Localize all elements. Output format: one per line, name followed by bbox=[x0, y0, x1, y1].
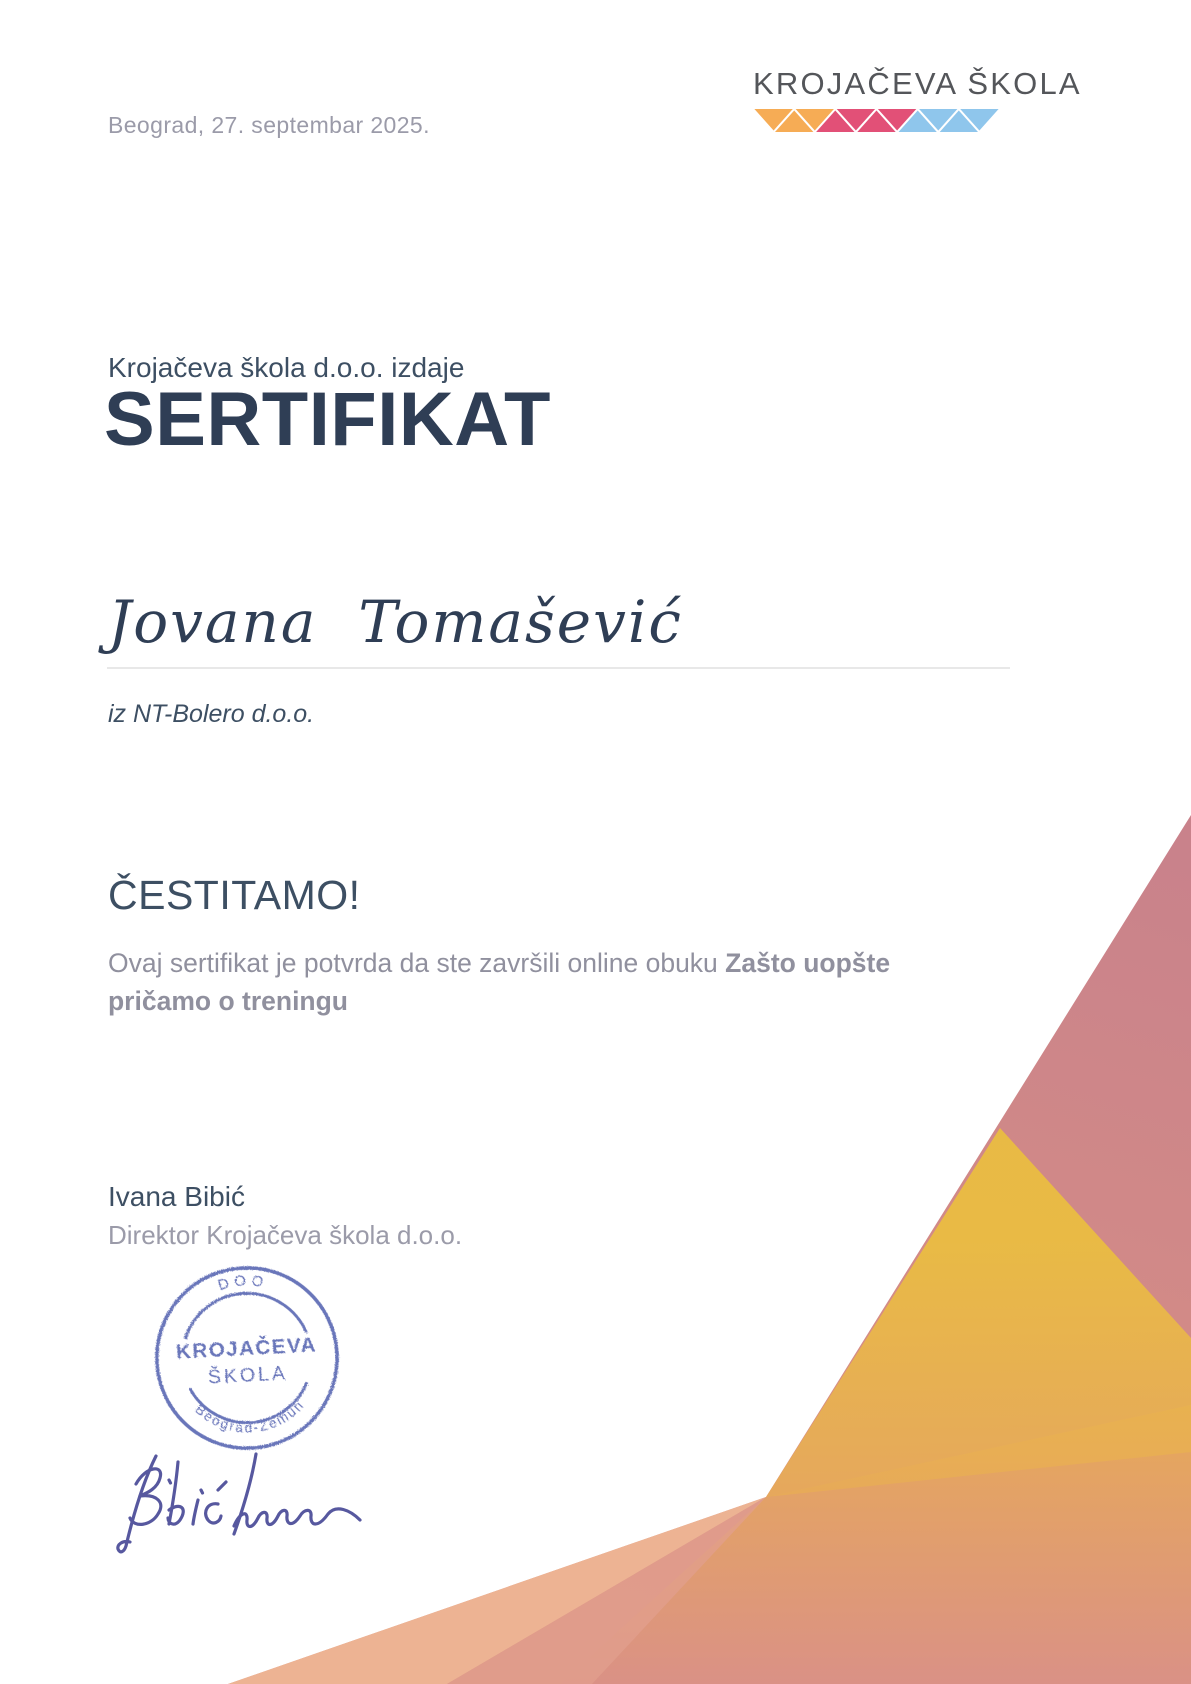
logo-triangles-group bbox=[754, 109, 998, 132]
stamp-bottom-text: Beograd-Zemun bbox=[192, 1396, 308, 1436]
recipient-origin: iz NT-Bolero d.o.o. bbox=[108, 700, 315, 728]
company-stamp bbox=[144, 1255, 350, 1461]
recipient-name: Jovana Tomašević bbox=[108, 588, 683, 656]
signatory-name: Ivana Bibić bbox=[108, 1181, 245, 1212]
date-location-line: Beograd, 27. septembar 2025. bbox=[108, 112, 430, 138]
body-text-regular: Ovaj sertifikat je potvrda da ste završili online obuku bbox=[108, 948, 726, 978]
signatory-role: Direktor Krojačeva škola d.o.o. bbox=[108, 1220, 463, 1250]
certificate-title: SERTIFIKAT bbox=[104, 377, 551, 462]
name-underline bbox=[107, 667, 1010, 669]
certificate-body-text bbox=[108, 944, 1008, 1020]
signature-strokes bbox=[118, 1454, 360, 1552]
congrats-heading: ČESTITAMO! bbox=[108, 872, 361, 918]
issuer-line: Krojačeva škola d.o.o. izdaje bbox=[108, 352, 465, 383]
stamp-texts bbox=[172, 1270, 321, 1439]
stamp-upper-arc bbox=[183, 1290, 307, 1339]
stamp-center-line1: KROJAČEVA bbox=[175, 1333, 318, 1364]
stamp-top-text: DOO bbox=[216, 1273, 270, 1295]
course-title-part1: Zašto uopšte bbox=[725, 948, 891, 978]
course-title-part2: pričamo o treningu bbox=[108, 986, 348, 1016]
handwritten-signature bbox=[106, 1450, 366, 1565]
school-logo-wordmark: KROJAČEVA ŠKOLA bbox=[753, 66, 1082, 101]
stamp-center-line2: ŠKOLA bbox=[207, 1362, 289, 1389]
logo-triangle-band bbox=[753, 109, 1000, 132]
